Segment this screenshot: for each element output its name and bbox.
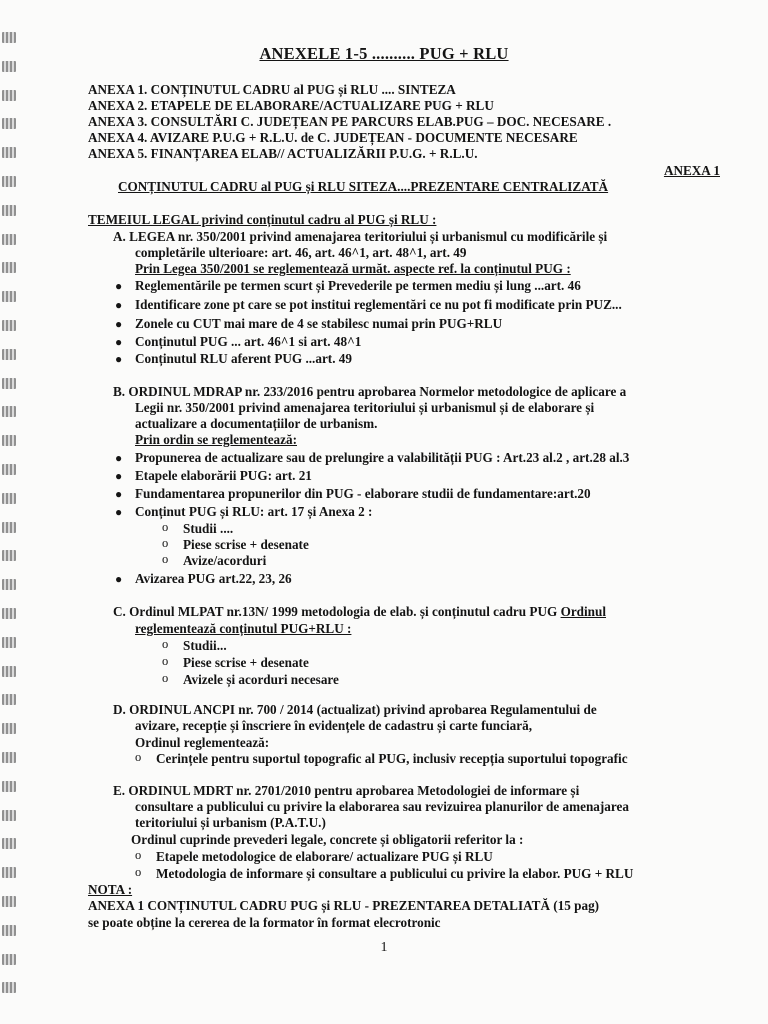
bullet-icon: ● xyxy=(115,279,123,293)
section-a-bullet: Conținutul PUG ... art. 46^1 si art. 48^1 xyxy=(135,334,362,349)
section-a-line: completările ulterioare: art. 46, art. 46^1, art. 48^1, art. 49 xyxy=(135,245,467,260)
bullet-icon: ● xyxy=(115,451,123,465)
section-d-line: D. ORDINUL ANCPI nr. 700 / 2014 (actualizat) privind aprobarea Regulamentului de xyxy=(113,702,597,717)
section-e-line: teritoriului și urbanism (P.A.T.U.) xyxy=(135,815,326,830)
annex-list-item: ANEXA 5. FINANȚAREA ELAB// ACTUALIZĂRII P.U.G. + R.L.U. xyxy=(88,146,478,161)
section-a-bullet: Identificare zone pt care se pot institui reglementări ce nu pot fi modificate prin PUZ... xyxy=(135,297,622,312)
section-a-intro: Prin Legea 350/2001 se reglementează următ. aspecte ref. la conținutul PUG : xyxy=(135,261,571,276)
section-c-subitem: Piese scrise + desenate xyxy=(183,655,309,670)
circle-bullet-icon: o xyxy=(162,654,169,668)
annex-list-item: ANEXA 2. ETAPELE DE ELABORARE/ACTUALIZARE PUG + RLU xyxy=(88,98,494,113)
section-c-subitem: Studii... xyxy=(183,638,227,653)
bullet-icon: ● xyxy=(115,298,123,312)
section-a-bullet: Zonele cu CUT mai mare de 4 se stabilesc numai prin PUG+RLU xyxy=(135,316,503,331)
section-b-line: actualizare a documentațiilor de urbanism. xyxy=(135,416,378,431)
section-b-line: B. ORDINUL MDRAP nr. 233/2016 pentru aprobarea Normelor metodologice de aplicare a xyxy=(113,384,627,399)
circle-bullet-icon: o xyxy=(162,536,169,550)
circle-bullet-icon: o xyxy=(135,865,142,879)
section-b-bullet: Conținut PUG și RLU: art. 17 și Anexa 2 : xyxy=(135,504,373,519)
section-e-subitem: Etapele metodologice de elaborare/ actualizare PUG și RLU xyxy=(156,849,493,864)
section-d-line: Ordinul reglementează: xyxy=(135,735,270,750)
section-b-line: Legii nr. 350/2001 privind amenajarea teritoriului și urbanismul și de elaborare și xyxy=(135,400,595,415)
section-a-line: A. LEGEA nr. 350/2001 privind amenajarea teritoriului și urbanismul cu modificările și xyxy=(113,229,608,244)
note-line: se poate obține la cererea de la formator în format elecrotronic xyxy=(88,915,441,930)
page-number: 1 xyxy=(380,940,388,955)
section-a-bullet: Conținutul RLU aferent PUG ...art. 49 xyxy=(135,351,352,366)
section-c-text: C. Ordinul MLPAT nr.13N/ 1999 metodologia de elab. și conținutul cadru PUG xyxy=(113,604,561,619)
section-c-underlined: Ordinul xyxy=(560,604,607,619)
legal-basis-heading: TEMEIUL LEGAL privind conținutul cadru al PUG și RLU : xyxy=(88,212,437,227)
circle-bullet-icon: o xyxy=(162,520,169,534)
section-c-subitem: Avizele și acorduri necesare xyxy=(183,672,339,687)
section-c-line: reglementează conținutul PUG+RLU : xyxy=(135,621,352,636)
anexa1-label: ANEXA 1 xyxy=(663,163,720,178)
section-d-subitem: Cerințele pentru suportul topografic al PUG, inclusiv recepția suportului topografic xyxy=(156,751,628,766)
circle-bullet-icon: o xyxy=(162,671,169,685)
note-line: ANEXA 1 CONȚINUTUL CADRU PUG și RLU - PREZENTAREA DETALIATĂ (15 pag) xyxy=(88,898,600,913)
bullet-icon: ● xyxy=(115,335,123,349)
circle-bullet-icon: o xyxy=(135,848,142,862)
bullet-icon: ● xyxy=(115,505,123,519)
section-b-subitem: Studii .... xyxy=(183,521,234,536)
circle-bullet-icon: o xyxy=(135,750,142,764)
section-subtitle: CONȚINUTUL CADRU al PUG și RLU SITEZA....PREZENTARE CENTRALIZATĂ xyxy=(118,179,609,194)
section-e-line: consultare a publicului cu privire la elaborarea sau revizuirea planurilor de amenajarea xyxy=(135,799,629,814)
annex-list-item: ANEXA 3. CONSULTĂRI C. JUDEȚEAN PE PARCURS ELAB.PUG – DOC. NECESARE . xyxy=(88,114,612,129)
section-b-subitem: Piese scrise + desenate xyxy=(183,537,309,552)
section-b-bullet: Fundamentarea propunerilor din PUG - elaborare studii de fundamentare:art.20 xyxy=(135,486,591,501)
note-heading: NOTA : xyxy=(88,882,133,897)
bullet-icon: ● xyxy=(115,352,123,366)
circle-bullet-icon: o xyxy=(162,552,169,566)
annex-list-item: ANEXA 1. CONȚINUTUL CADRU al PUG și RLU .... SINTEZA xyxy=(88,82,456,97)
section-e-line: Ordinul cuprinde prevederi legale, concrete și obligatorii referitor la : xyxy=(131,832,524,847)
section-e-line: E. ORDINUL MDRT nr. 2701/2010 pentru aprobarea Metodologiei de informare și xyxy=(113,783,580,798)
section-b-bullet: Avizarea PUG art.22, 23, 26 xyxy=(135,571,292,586)
circle-bullet-icon: o xyxy=(162,637,169,651)
section-b-subitem: Avize/acorduri xyxy=(183,553,267,568)
section-b-intro: Prin ordin se reglementează: xyxy=(135,432,297,447)
bullet-icon: ● xyxy=(115,317,123,331)
bullet-icon: ● xyxy=(115,487,123,501)
section-a-bullet: Reglementările pe termen scurt și Prevederile pe termen mediu și lung ...art. 46 xyxy=(135,278,581,293)
bullet-icon: ● xyxy=(115,469,123,483)
section-c-line xyxy=(113,604,606,620)
annex-list-item: ANEXA 4. AVIZARE P.U.G + R.L.U. de C. JUDEȚEAN - DOCUMENTE NECESARE xyxy=(88,130,578,145)
section-d-line: avizare, recepție și înscriere în evidențele de cadastru și carte funciară, xyxy=(135,718,532,733)
page-title: ANEXELE 1-5 .......... PUG + RLU xyxy=(259,44,509,63)
bullet-icon: ● xyxy=(115,572,123,586)
section-b-bullet: Propunerea de actualizare sau de prelungire a valabilității PUG : Art.23 al.2 , art.28 al.3 xyxy=(135,450,630,465)
section-b-bullet: Etapele elaborării PUG: art. 21 xyxy=(135,468,312,483)
section-e-subitem: Metodologia de informare și consultare a publicului cu privire la elabor. PUG + RLU xyxy=(156,866,634,881)
